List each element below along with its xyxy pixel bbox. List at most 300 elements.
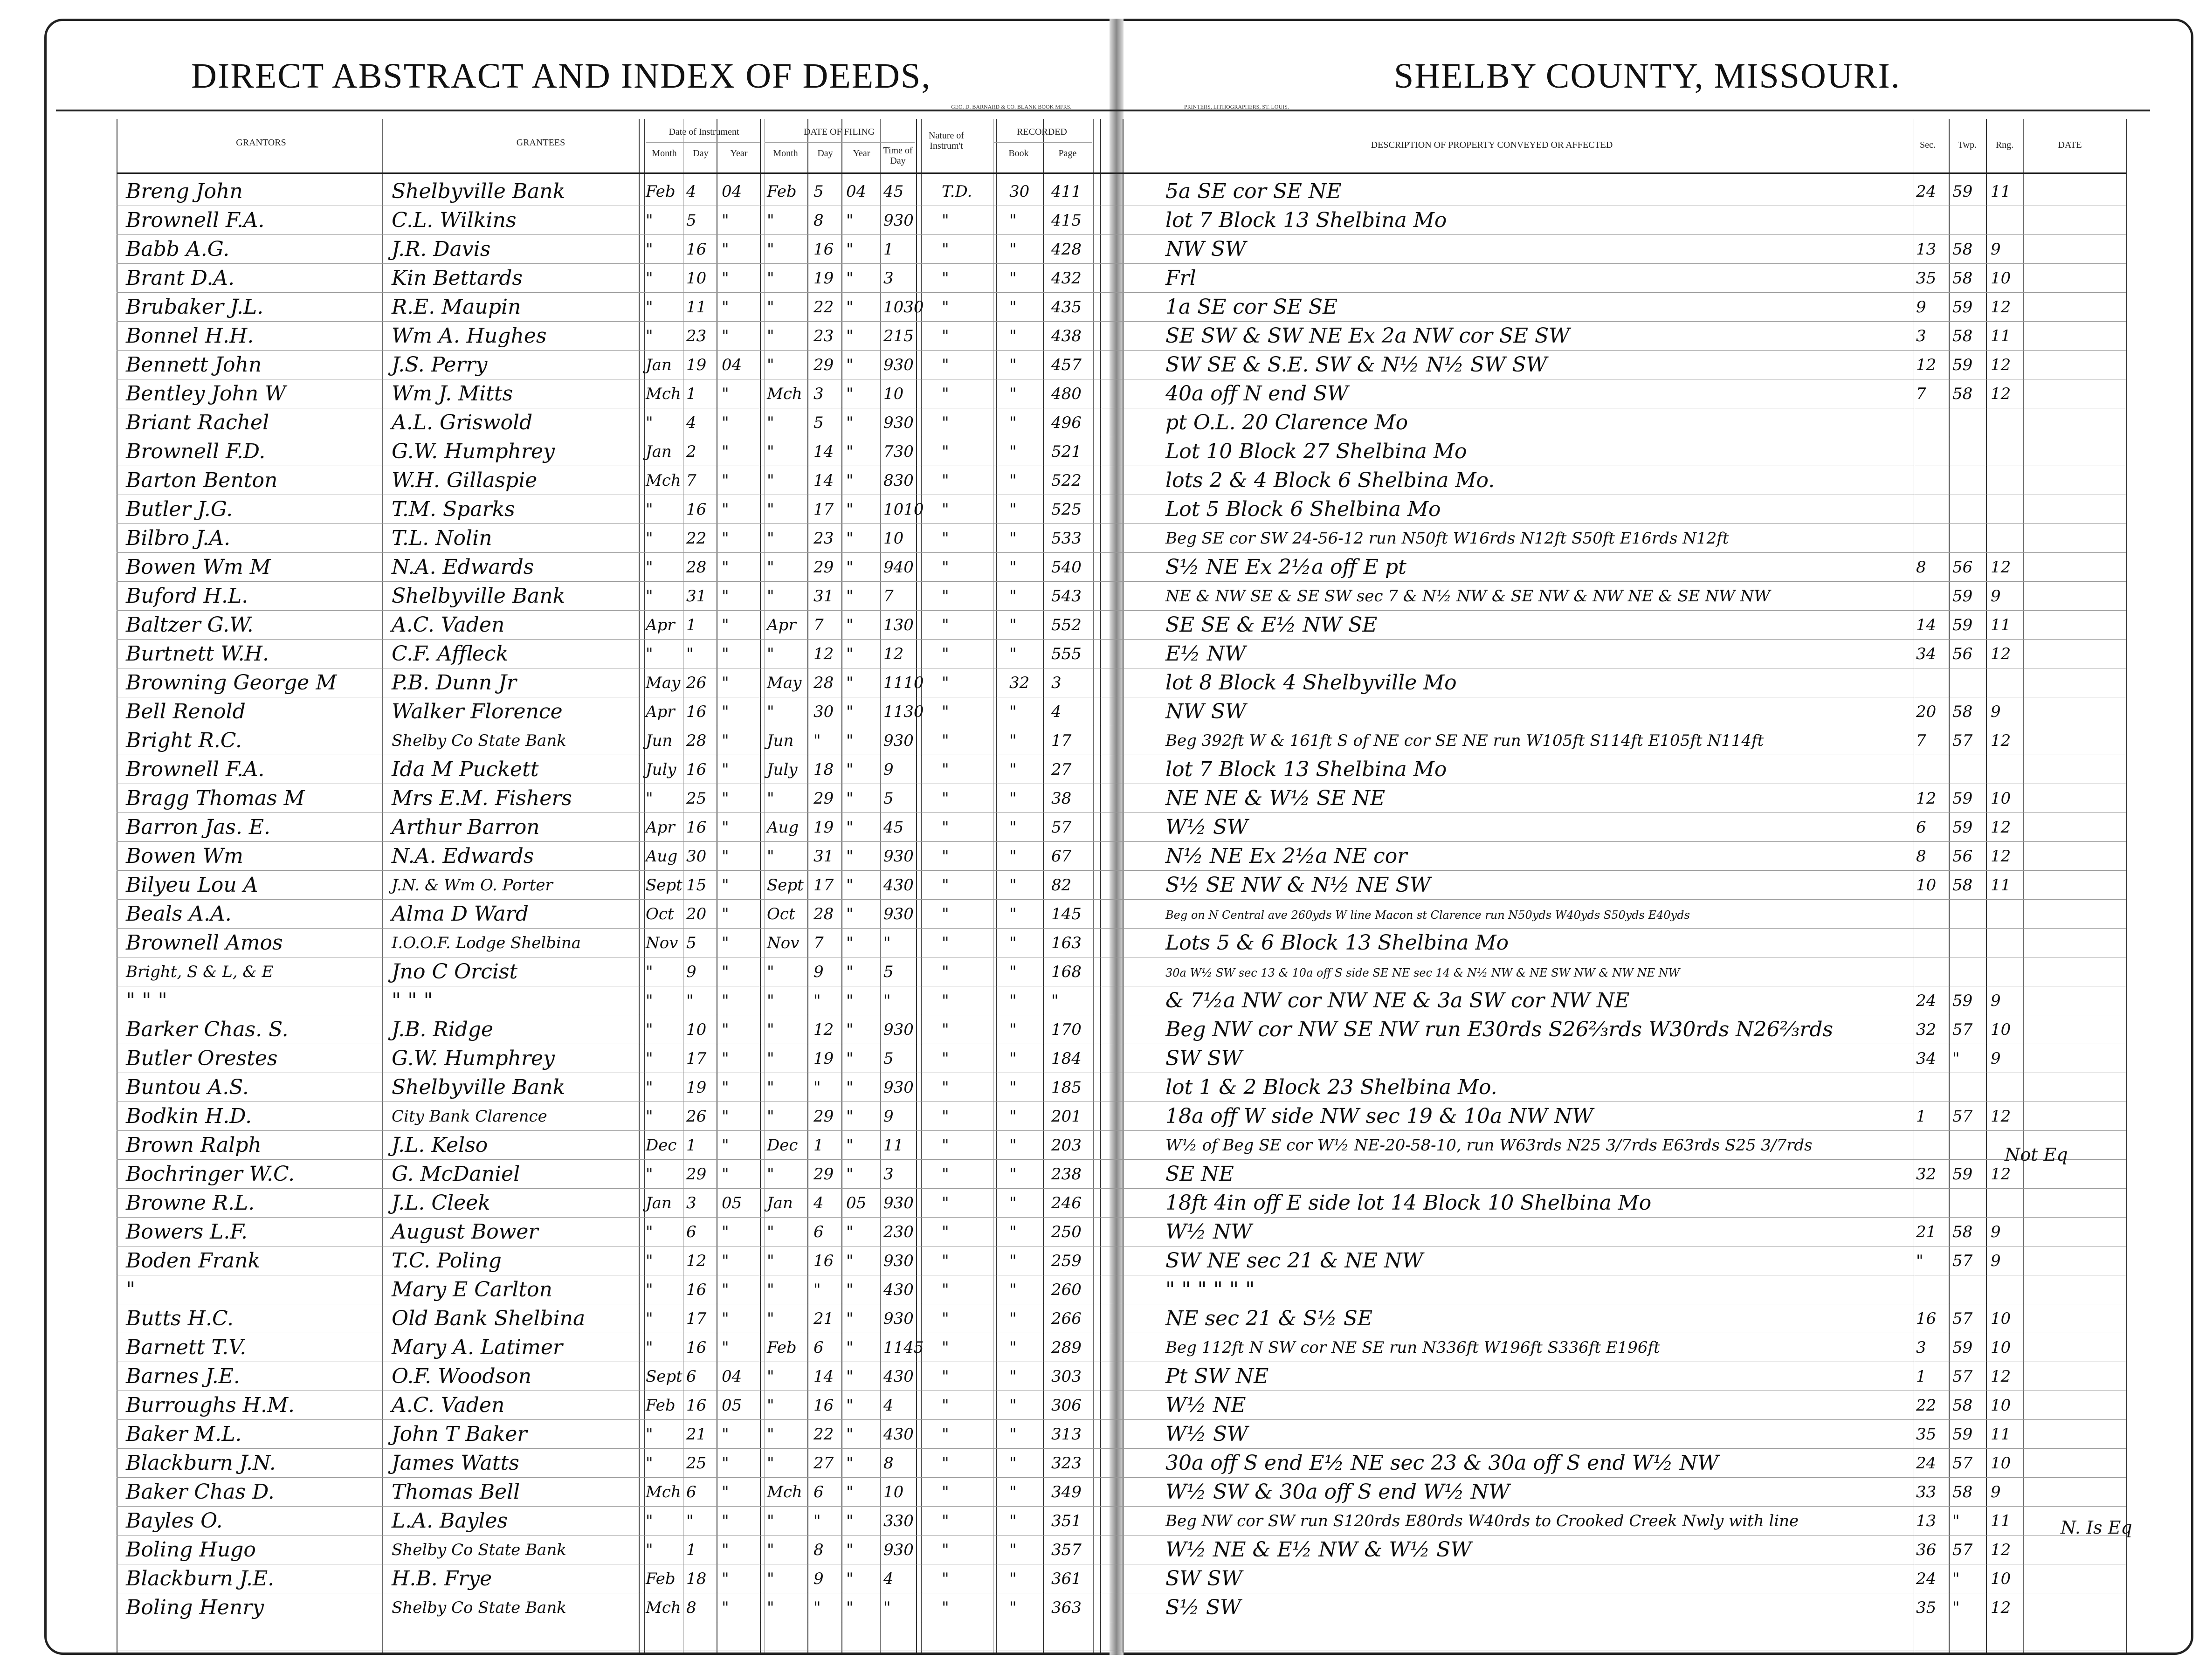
twp-cell: 57 xyxy=(1952,1107,1973,1126)
instrument-day-cell: 6 xyxy=(686,1223,696,1241)
instrument-month-cell: July xyxy=(646,760,676,779)
book-cell: " xyxy=(1009,1107,1017,1126)
grantee-cell: Shelby Co State Bank xyxy=(392,1541,566,1559)
instrument-day-cell: 30 xyxy=(686,847,707,866)
description-cell: SW SE & S.E. SW & N½ N½ SW SW xyxy=(1165,353,1547,377)
instrument-day-cell: 25 xyxy=(686,789,707,808)
filing-month-cell: " xyxy=(767,529,774,548)
filing-day-cell: 31 xyxy=(813,587,834,606)
filing-day-cell: 17 xyxy=(813,500,834,519)
filing-month-cell: " xyxy=(767,1570,774,1588)
grantor-cell: Bilbro J.A. xyxy=(126,526,231,550)
nature-cell: " xyxy=(942,616,949,634)
time-cell: 930 xyxy=(883,1194,914,1212)
book-cell: " xyxy=(1009,1512,1017,1530)
printer-imprint: PRINTERS, LITHOGRAPHERS, ST. LOUIS. xyxy=(1184,103,1289,110)
instrument-year-cell: " xyxy=(722,500,729,519)
filing-day-cell: " xyxy=(813,1512,821,1530)
instrument-day-cell: 26 xyxy=(686,1107,707,1126)
page-cell: 323 xyxy=(1051,1454,1082,1473)
book-cell: " xyxy=(1009,1049,1017,1068)
instrument-month-cell: Jun xyxy=(646,731,673,750)
book-cell: " xyxy=(1009,529,1017,548)
sec-cell: 13 xyxy=(1916,240,1937,259)
col-date-of-filing: DATE OF FILING xyxy=(803,127,875,137)
instrument-day-cell: 10 xyxy=(686,269,707,288)
grantor-cell: Babb A.G. xyxy=(126,237,230,261)
instrument-day-cell: 2 xyxy=(686,442,696,461)
sec-cell: 20 xyxy=(1916,702,1937,721)
twp-cell: 59 xyxy=(1952,587,1973,606)
grantee-cell: City Bank Clarence xyxy=(392,1107,547,1126)
twp-cell: 58 xyxy=(1952,385,1973,403)
book-cell: " xyxy=(1009,905,1017,923)
filing-year-cell: " xyxy=(846,731,854,750)
filing-year-cell: " xyxy=(846,1049,854,1068)
filing-year-cell: " xyxy=(846,1078,854,1097)
page-cell: 540 xyxy=(1051,558,1082,577)
book-cell: " xyxy=(1009,818,1017,837)
instrument-year-cell: " xyxy=(722,1107,729,1126)
book-cell: " xyxy=(1009,1165,1017,1184)
instrument-year-cell: " xyxy=(722,1281,729,1299)
instrument-year-cell: " xyxy=(722,1020,729,1039)
rng-cell: 9 xyxy=(1991,1483,2001,1501)
grantee-cell: Kin Bettards xyxy=(392,266,523,290)
nature-cell: " xyxy=(942,1309,949,1328)
filing-year-cell: " xyxy=(846,789,854,808)
book-cell: " xyxy=(1009,385,1017,403)
nature-cell: " xyxy=(942,1598,949,1617)
grantor-cell: Bennett John xyxy=(126,353,262,377)
instrument-year-cell: 04 xyxy=(722,1367,742,1386)
grantee-cell: W.H. Gillaspie xyxy=(392,468,538,492)
ledger-title-left: DIRECT ABSTRACT AND INDEX OF DEEDS, xyxy=(191,56,931,96)
grantee-cell: A.L. Griswold xyxy=(392,411,533,434)
grantee-cell: R.E. Maupin xyxy=(392,295,521,319)
row-rule xyxy=(117,523,2126,524)
instrument-month-cell: " xyxy=(646,1309,653,1328)
rng-cell: 9 xyxy=(1991,1252,2001,1270)
book-cell: " xyxy=(1009,616,1017,634)
sec-cell: 12 xyxy=(1916,356,1937,374)
filing-day-cell: 17 xyxy=(813,876,834,895)
page-cell: 432 xyxy=(1051,269,1082,288)
instrument-day-cell: 8 xyxy=(686,1598,696,1617)
twp-cell: 56 xyxy=(1952,847,1973,866)
grantee-cell: " " " xyxy=(392,989,433,1012)
description-cell: E½ NW xyxy=(1165,642,1246,666)
instrument-year-cell: " xyxy=(722,327,729,345)
book-cell: " xyxy=(1009,1252,1017,1270)
description-cell: lot 7 Block 13 Shelbina Mo xyxy=(1165,757,1447,781)
page-cell: 266 xyxy=(1051,1309,1082,1328)
twp-cell: 57 xyxy=(1952,1367,1973,1386)
time-cell: 3 xyxy=(883,269,894,288)
instrument-month-cell: Oct xyxy=(646,905,674,923)
filing-day-cell: 23 xyxy=(813,327,834,345)
column-rule xyxy=(1043,119,1044,1652)
instrument-month-cell: Jan xyxy=(646,442,672,461)
instrument-month-cell: " xyxy=(646,1223,653,1241)
instrument-year-cell: " xyxy=(722,1425,729,1444)
nature-cell: " xyxy=(942,1512,949,1530)
instrument-month-cell: " xyxy=(646,963,653,981)
grantor-cell: Butler J.G. xyxy=(126,497,233,521)
filing-year-cell: 05 xyxy=(846,1194,867,1212)
instrument-year-cell: " xyxy=(722,1454,729,1473)
grantee-cell: Shelbyville Bank xyxy=(392,179,565,203)
instrument-day-cell: 16 xyxy=(686,240,707,259)
instrument-year-cell: " xyxy=(722,847,729,866)
instrument-month-cell: " xyxy=(646,558,653,577)
filing-day-cell: 21 xyxy=(813,1309,834,1328)
filing-month-cell: " xyxy=(767,587,774,606)
filing-year-cell: " xyxy=(846,471,854,490)
instrument-year-cell: " xyxy=(722,471,729,490)
instrument-day-cell: " xyxy=(686,1512,694,1530)
nature-cell: " xyxy=(942,1541,949,1559)
instrument-day-cell: " xyxy=(686,645,694,663)
col-book: Book xyxy=(1008,148,1029,158)
instrument-year-cell: " xyxy=(722,818,729,837)
page-cell: 170 xyxy=(1051,1020,1082,1039)
nature-cell: " xyxy=(942,1367,949,1386)
instrument-month-cell: " xyxy=(646,327,653,345)
book-cell: " xyxy=(1009,1194,1017,1212)
grantor-cell: Bright, S & L, & E xyxy=(126,963,274,981)
time-cell: 930 xyxy=(883,1020,914,1039)
time-cell: 5 xyxy=(883,963,894,981)
page-cell: 203 xyxy=(1051,1136,1082,1155)
row-rule xyxy=(117,870,2126,871)
col-description: DESCRIPTION OF PROPERTY CONVEYED OR AFFECTED xyxy=(1371,140,1613,150)
filing-month-cell: " xyxy=(767,1223,774,1241)
rng-cell: 12 xyxy=(1991,1598,2011,1617)
filing-day-cell: " xyxy=(813,1598,821,1617)
instrument-month-cell: Sept xyxy=(646,876,682,895)
rng-cell: 10 xyxy=(1991,789,2011,808)
page-cell: 67 xyxy=(1051,847,1072,866)
grantor-cell: Butler Orestes xyxy=(126,1047,278,1070)
twp-cell: 58 xyxy=(1952,269,1973,288)
page-cell: 3 xyxy=(1051,674,1062,692)
description-cell: 18ft 4in off E side lot 14 Block 10 Shelbina Mo xyxy=(1165,1191,1652,1215)
sec-cell: 1 xyxy=(1916,1367,1926,1386)
filing-year-cell: " xyxy=(846,356,854,374)
time-cell: 930 xyxy=(883,847,914,866)
filing-year-cell: " xyxy=(846,934,854,952)
row-rule xyxy=(117,321,2126,322)
page-cell: 496 xyxy=(1051,413,1082,432)
filing-month-cell: " xyxy=(767,269,774,288)
grantor-cell: Buntou A.S. xyxy=(126,1075,249,1099)
grantee-cell: J.S. Perry xyxy=(392,353,488,377)
nature-cell: " xyxy=(942,1454,949,1473)
sec-cell: 34 xyxy=(1916,645,1937,663)
sec-cell: 14 xyxy=(1916,616,1937,634)
page-cell: 533 xyxy=(1051,529,1082,548)
column-rule xyxy=(1093,119,1094,1652)
grantor-cell: Brant D.A. xyxy=(126,266,235,290)
page-cell: 438 xyxy=(1051,327,1082,345)
grantor-cell: Beals A.A. xyxy=(126,902,232,926)
filing-year-cell: " xyxy=(846,905,854,923)
filing-month-cell: " xyxy=(767,1396,774,1415)
description-cell: SW SW xyxy=(1165,1047,1242,1070)
time-cell: 10 xyxy=(883,529,904,548)
nature-cell: " xyxy=(942,1483,949,1501)
book-cell: " xyxy=(1009,991,1017,1010)
time-cell: 1110 xyxy=(883,674,924,692)
filing-month-cell: " xyxy=(767,1541,774,1559)
sec-cell: 24 xyxy=(1916,1454,1937,1473)
ledger-title-right: SHELBY COUNTY, MISSOURI. xyxy=(1394,56,1901,96)
row-rule xyxy=(117,1506,2126,1507)
grantee-cell: G.W. Humphrey xyxy=(392,440,555,463)
page-cell: 17 xyxy=(1051,731,1072,750)
grantor-cell: Boling Hugo xyxy=(126,1538,256,1562)
time-cell: 230 xyxy=(883,1223,914,1241)
instrument-month-cell: " xyxy=(646,269,653,288)
instrument-month-cell: Apr xyxy=(646,818,675,837)
twp-cell: 57 xyxy=(1952,1309,1973,1328)
instrument-year-cell: " xyxy=(722,1541,729,1559)
nature-cell: " xyxy=(942,1570,949,1588)
description-cell: SE SE & E½ NW SE xyxy=(1165,613,1378,637)
instrument-day-cell: 1 xyxy=(686,616,696,634)
grantor-cell: Baker M.L. xyxy=(126,1422,242,1446)
rng-cell: 11 xyxy=(1991,876,2011,895)
nature-cell: " xyxy=(942,789,949,808)
time-cell: 5 xyxy=(883,789,894,808)
filing-month-cell: " xyxy=(767,558,774,577)
page-cell: 351 xyxy=(1051,1512,1082,1530)
filing-year-cell: " xyxy=(846,1252,854,1270)
time-cell: 1010 xyxy=(883,500,924,519)
instrument-day-cell: 7 xyxy=(686,471,696,490)
grantee-cell: N.A. Edwards xyxy=(392,555,534,579)
book-cell: " xyxy=(1009,702,1017,721)
grantor-cell: Boling Henry xyxy=(126,1596,264,1619)
sec-cell: 16 xyxy=(1916,1309,1937,1328)
page-cell: 57 xyxy=(1051,818,1072,837)
nature-cell: " xyxy=(942,645,949,663)
time-cell: 930 xyxy=(883,905,914,923)
description-cell: 40a off N end SW xyxy=(1165,382,1349,406)
rng-cell: 12 xyxy=(1991,385,2011,403)
filing-year-cell: " xyxy=(846,211,854,230)
time-cell: " xyxy=(883,934,891,952)
description-cell: Frl xyxy=(1165,266,1196,290)
filing-year-cell: " xyxy=(846,1570,854,1588)
page-cell: 480 xyxy=(1051,385,1082,403)
grantor-cell: Bentley John W xyxy=(126,382,286,406)
column-rule xyxy=(382,119,383,1652)
col-rng: Rng. xyxy=(1995,140,2014,150)
filing-month-cell: " xyxy=(767,963,774,981)
instrument-year-cell: " xyxy=(722,298,729,317)
description-cell: lot 8 Block 4 Shelbyville Mo xyxy=(1165,671,1457,695)
filing-year-cell: " xyxy=(846,558,854,577)
grantee-cell: G. McDaniel xyxy=(392,1162,520,1186)
time-cell: 930 xyxy=(883,413,914,432)
filing-month-cell: " xyxy=(767,240,774,259)
instrument-day-cell: 20 xyxy=(686,905,707,923)
instrument-year-cell: " xyxy=(722,558,729,577)
grantee-cell: J.L. Cleek xyxy=(392,1191,490,1215)
grantor-cell: Butts H.C. xyxy=(126,1307,234,1330)
filing-day-cell: 29 xyxy=(813,1165,834,1184)
nature-cell: " xyxy=(942,674,949,692)
nature-cell: " xyxy=(942,963,949,981)
grantor-cell: Barker Chas. S. xyxy=(126,1018,289,1041)
book-cell: " xyxy=(1009,1396,1017,1415)
book-cell: " xyxy=(1009,211,1017,230)
column-rule xyxy=(880,119,881,1652)
nature-cell: " xyxy=(942,269,949,288)
description-cell: NW SW xyxy=(1165,700,1247,723)
twp-cell: " xyxy=(1952,1570,1960,1588)
instrument-year-cell: " xyxy=(722,1049,729,1068)
grantor-cell: Barnes J.E. xyxy=(126,1364,240,1388)
filing-month-cell: " xyxy=(767,500,774,519)
instrument-year-cell: 04 xyxy=(722,356,742,374)
column-rule xyxy=(916,119,917,1652)
twp-cell: 58 xyxy=(1952,876,1973,895)
filing-day-cell: 6 xyxy=(813,1223,824,1241)
book-cell: " xyxy=(1009,1483,1017,1501)
nature-cell: " xyxy=(942,1107,949,1126)
row-rule xyxy=(117,812,2126,813)
filing-day-cell: " xyxy=(813,1281,821,1299)
instrument-day-cell: 22 xyxy=(686,529,707,548)
grantee-cell: J.N. & Wm O. Porter xyxy=(392,876,553,895)
instrument-month-cell: Feb xyxy=(646,182,676,201)
filing-day-cell: 14 xyxy=(813,442,834,461)
time-cell: 215 xyxy=(883,327,914,345)
filing-month-cell: Feb xyxy=(767,1338,797,1357)
grantor-cell: Barnett T.V. xyxy=(126,1336,247,1359)
filing-year-cell: " xyxy=(846,876,854,895)
time-cell: 430 xyxy=(883,1367,914,1386)
description-cell: Beg NW cor NW SE NW run E30rds S26⅔rds W30rds N26⅔rds xyxy=(1165,1018,1834,1041)
description-cell: Beg on N Central ave 260yds W line Macon st Clarence run N50yds W40yds S50yds E40yds xyxy=(1165,909,1690,922)
instrument-year-cell: " xyxy=(722,1512,729,1530)
description-cell: SW NE sec 21 & NE NW xyxy=(1165,1249,1423,1273)
filing-day-cell: 28 xyxy=(813,905,834,923)
page-cell: 357 xyxy=(1051,1541,1082,1559)
grantor-cell: Bonnel H.H. xyxy=(126,324,254,348)
nature-cell: " xyxy=(942,1194,949,1212)
rng-cell: 10 xyxy=(1991,1338,2011,1357)
filing-year-cell: " xyxy=(846,269,854,288)
instrument-day-cell: 17 xyxy=(686,1309,707,1328)
nature-cell: " xyxy=(942,1425,949,1444)
filing-year-cell: " xyxy=(846,442,854,461)
nature-cell: " xyxy=(942,385,949,403)
grantee-cell: C.L. Wilkins xyxy=(392,208,517,232)
rng-cell: 12 xyxy=(1991,1107,2011,1126)
grantee-cell: T.C. Poling xyxy=(392,1249,502,1273)
page-cell: 552 xyxy=(1051,616,1082,634)
nature-cell: " xyxy=(942,934,949,952)
book-cell: " xyxy=(1009,876,1017,895)
rng-cell: 11 xyxy=(1991,182,2011,201)
filing-year-cell: " xyxy=(846,1281,854,1299)
grantor-cell: Bayles O. xyxy=(126,1509,223,1533)
nature-cell: " xyxy=(942,1281,949,1299)
description-cell: NE & NW SE & SE SW sec 7 & N½ NW & SE NW & NW NE & SE NW NW xyxy=(1165,587,1771,606)
page-cell: 428 xyxy=(1051,240,1082,259)
time-cell: 4 xyxy=(883,1396,894,1415)
instrument-year-cell: " xyxy=(722,905,729,923)
filing-year-cell: " xyxy=(846,1107,854,1126)
description-cell: S½ NE Ex 2½a off E pt xyxy=(1165,555,1406,579)
filing-year-cell: " xyxy=(846,413,854,432)
filing-year-cell: " xyxy=(846,529,854,548)
book-cell: " xyxy=(1009,587,1017,606)
filing-year-cell: " xyxy=(846,500,854,519)
filing-month-cell: " xyxy=(767,1367,774,1386)
time-cell: 10 xyxy=(883,1483,904,1501)
filing-day-cell: 22 xyxy=(813,1425,834,1444)
twp-cell: 57 xyxy=(1952,1454,1973,1473)
description-cell: 5a SE cor SE NE xyxy=(1165,179,1342,203)
filing-month-cell: " xyxy=(767,789,774,808)
filing-day-cell: 6 xyxy=(813,1338,824,1357)
book-cell: " xyxy=(1009,760,1017,779)
grantee-cell: C.F. Affleck xyxy=(392,642,509,666)
instrument-day-cell: 1 xyxy=(686,1136,696,1155)
grantor-cell: " xyxy=(126,1278,136,1301)
filing-day-cell: 12 xyxy=(813,645,834,663)
rng-cell: 10 xyxy=(1991,1309,2011,1328)
instrument-day-cell: 28 xyxy=(686,558,707,577)
filing-day-cell: 4 xyxy=(813,1194,824,1212)
filing-month-cell: " xyxy=(767,1512,774,1530)
description-cell: NE sec 21 & S½ SE xyxy=(1165,1307,1373,1330)
filing-year-cell: " xyxy=(846,760,854,779)
filing-day-cell: 7 xyxy=(813,616,824,634)
instrument-month-cell: " xyxy=(646,1020,653,1039)
twp-cell: 58 xyxy=(1952,1396,1973,1415)
description-cell: 18a off W side NW sec 19 & 10a NW NW xyxy=(1165,1104,1593,1128)
filing-day-cell: 31 xyxy=(813,847,834,866)
description-cell: SW SW xyxy=(1165,1567,1242,1590)
row-rule xyxy=(117,263,2126,264)
publisher-imprint: GEO. D. BARNARD & CO. BLANK BOOK MFRS. xyxy=(951,103,1072,110)
time-cell: 930 xyxy=(883,731,914,750)
instrument-month-cell: " xyxy=(646,240,653,259)
twp-cell: 58 xyxy=(1952,1483,1973,1501)
filing-year-cell: " xyxy=(846,645,854,663)
instrument-day-cell: 18 xyxy=(686,1570,707,1588)
column-rule xyxy=(996,119,997,1652)
instrument-year-cell: " xyxy=(722,1570,729,1588)
filing-year-cell: " xyxy=(846,1223,854,1241)
time-cell: 830 xyxy=(883,471,914,490)
instrument-year-cell: " xyxy=(722,789,729,808)
header-bottom-rule xyxy=(117,172,2126,174)
grantee-cell: J.R. Davis xyxy=(392,237,491,261)
grantor-cell: Baltzer G.W. xyxy=(126,613,254,637)
rng-cell: 10 xyxy=(1991,1570,2011,1588)
instrument-day-cell: 4 xyxy=(686,182,696,201)
sec-cell: 8 xyxy=(1916,847,1926,866)
instrument-year-cell: " xyxy=(722,674,729,692)
col-grantors: GRANTORS xyxy=(236,138,286,148)
